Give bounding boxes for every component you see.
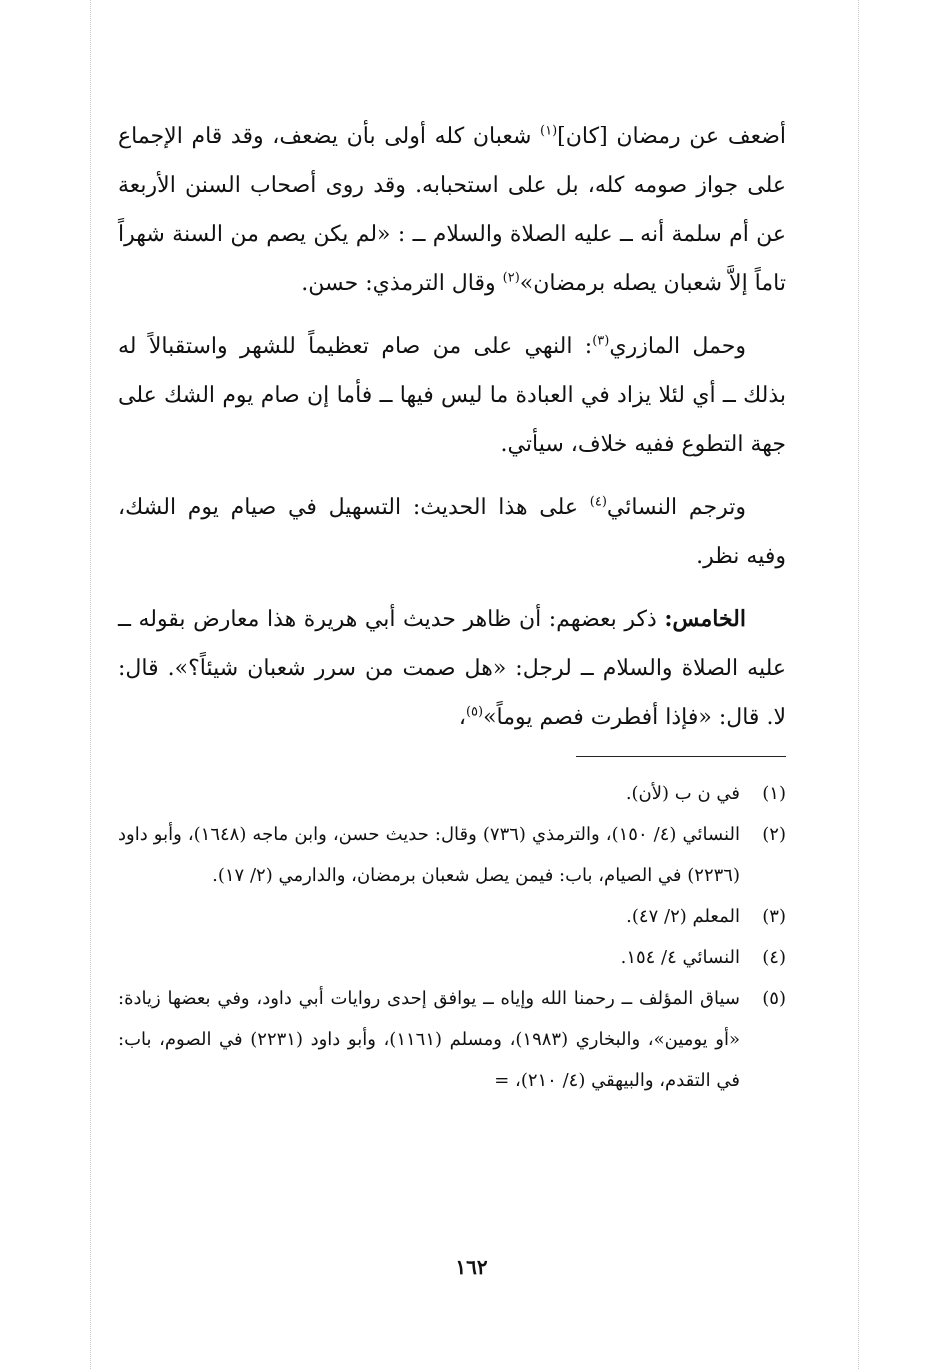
footnote-2 [118,814,786,896]
paragraph-1 [118,112,786,308]
footnote-4 [118,937,786,978]
paragraph-1-end: وقال الترمذي: حسن. [301,271,503,296]
footnote-1 [118,773,786,814]
footnote-text: النسائي (٤/ ١٥٠)، والترمذي (٧٣٦) وقال: حديث حسن، وابن ماجه (١٦٤٨)، وأبو داود (٢٢٣٦) في الصيام، باب: فيمن يصل شعبان برمضان، والدارمي (٢/ ١٧). [118,824,740,886]
footnote-ref-3: (٣) [592,333,610,349]
paragraph-2-text: وحمل المازري [609,334,746,359]
paragraph-3 [118,483,786,581]
footnote-divider [576,756,786,757]
footnote-number: (٥) [762,988,786,1009]
page-content [118,112,786,1101]
footnote-text: المعلم (٢/ ٤٧). [626,906,740,927]
scan-edge-left [90,0,91,1369]
footnote-3 [118,896,786,937]
footnote-text: في ن ب (لأن). [625,783,740,804]
paragraph-4-end: ، [458,705,466,730]
footnote-number: (٤) [762,947,786,968]
footnote-ref-1: (١) [540,123,558,139]
paragraph-4-text: ذكر بعضهم: أن ظاهر حديث أبي هريرة هذا معارض بقوله ــ عليه الصلاة والسلام ــ لرجل: «هل صمت من سرر شعبان شيئاً؟». قال: لا. قال: «فإذا أفطرت فصم يوماً» [118,607,786,730]
footnote-text: سياق المؤلف ــ رحمنا الله وإياه ــ يوافق إحدى روايات أبي داود، وفي بعضها زيادة: «أو يومين»، والبخاري (١٩٨٣)، ومسلم (١١٦١)، وأبو داود (٢٢٣١) في الصوم، باب: في التقدم، والبيهقي (٤/ ٢١٠)، = [118,988,741,1091]
paragraph-1-text: أضعف عن رمضان [كان] [557,124,786,149]
footnote-number: (١) [762,783,786,804]
paragraph-4 [118,595,786,742]
footnote-ref-4: (٤) [589,494,607,510]
paragraph-1-cont: شعبان كله أولى بأن يضعف، وقد قام الإجماع على جواز صومه كله، بل على استحبابه. وقد روى أصحاب السنن الأربعة عن أم سلمة أنه ــ عليه الصلاة والسلام ــ : «لم يكن يصم من السنة شهراً تاماً إلاَّ شعبان يصله برمضان» [118,124,786,296]
footnote-ref-5: (٥) [465,704,484,720]
paragraph-2-cont: : النهي على من صام تعظيماً للشهر واستقبالاً له بذلك ــ أي لئلا يزاد في العبادة ما ليس فيها ــ فأما إن صام يوم الشك على جهة التطوع ففيه خلاف، سيأتي. [118,334,786,457]
footnote-text: النسائي ٤/ ١٥٤. [620,947,740,968]
page-number: ١٦٢ [455,1255,488,1279]
paragraph-2 [118,322,786,469]
paragraph-3-cont: على هذا الحديث: التسهيل في صيام يوم الشك، وفيه نظر. [118,495,786,569]
footnote-ref-2: (٢) [502,270,520,286]
section-lead-fifth: الخامس: [664,606,746,632]
footnote-number: (٢) [762,824,786,845]
paragraph-3-text: وترجم النسائي [606,495,746,520]
footnote-5 [118,978,786,1101]
scan-edge-right [858,0,859,1369]
footnote-number: (٣) [762,906,786,927]
